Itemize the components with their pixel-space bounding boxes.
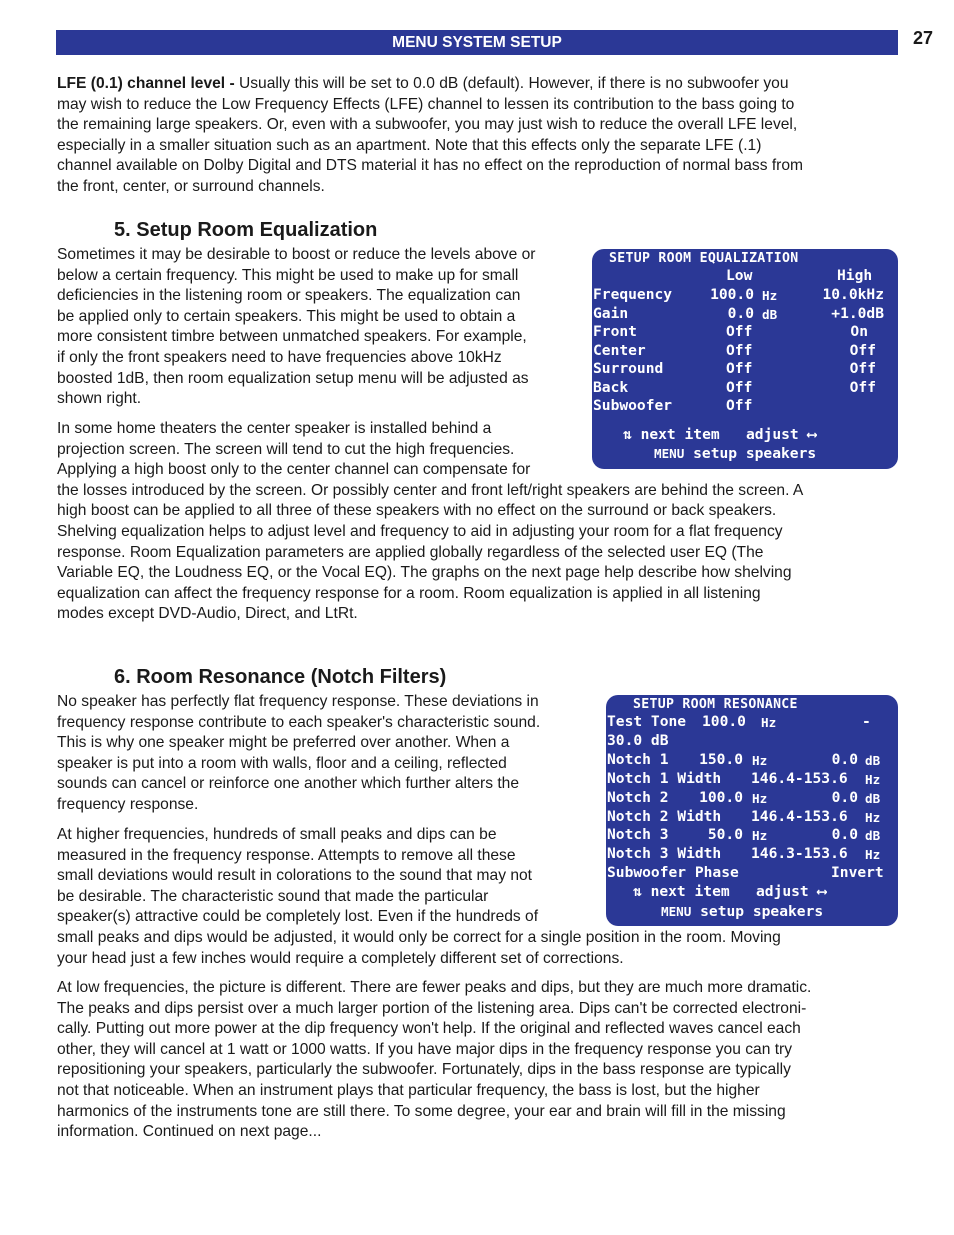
section-header-title: MENU SYSTEM SETUP: [392, 34, 562, 51]
osd-row-value: 50.0: [707, 826, 743, 843]
osd-sub-phase-label: Subwoofer Phase: [607, 864, 739, 881]
osd-row-unit: Hz: [752, 828, 768, 843]
osd-row-low-unit: dB: [762, 307, 778, 322]
osd-row-low: Off: [726, 342, 753, 359]
text-line: information. Continued on next page...: [57, 1123, 322, 1141]
osd-row-right-unit: Hz: [865, 847, 881, 862]
text-line: small peaks and dips would be adjusted, it would only be correct for a single position in the room. Moving: [57, 928, 781, 946]
osd-test-tone-label: Test Tone: [607, 713, 687, 730]
osd-row-low: Off: [726, 379, 753, 396]
osd-col-high: High: [837, 267, 873, 284]
section-heading-room-eq: 5. Setup Room Equalization: [114, 219, 378, 241]
text-line: harmonics of the instruments tone are still there. To some degree, your ear and brain will fill in the missing: [57, 1102, 786, 1120]
text-line: small deviations would result in colorations to the sound that may not: [57, 867, 533, 885]
osd-row-low: Off: [726, 360, 753, 377]
osd-row-right: 0.0: [831, 789, 858, 806]
osd-nav-hint: ⇅ next item adjust ⟷: [633, 883, 827, 900]
text-line: if only the front speakers need to have frequencies above 10kHz: [57, 348, 502, 366]
section-header-bar: [56, 30, 898, 55]
text-line: modes except DVD-Audio, Direct, and LtRt.: [57, 605, 358, 623]
osd-row-value: 100.0: [699, 789, 743, 806]
osd-test-tone-unit: Hz: [761, 715, 777, 730]
osd-test-tone-value: 100.0: [702, 713, 746, 730]
menu-hint-text: setup speakers: [693, 445, 817, 462]
osd-title: SETUP ROOM EQUALIZATION: [609, 251, 799, 266]
text-line: Sometimes it may be desirable to boost or reduce the levels above or: [57, 246, 536, 263]
section-heading-room-resonance: 6. Room Resonance (Notch Filters): [114, 666, 447, 688]
osd-row-value: 150.0: [699, 751, 743, 768]
text-line: frequency response contribute to each speaker's characteristic sound.: [57, 713, 541, 731]
osd-row-label: Center: [593, 342, 646, 359]
text-line: Variable EQ, the Loudness EQ, or the Vocal EQ). The graphs on the next page help describe how shelving: [57, 564, 792, 582]
text-line: This is why one speaker might be preferred over another. When a: [57, 734, 510, 752]
text-line: other, they will cancel at 1 watt or 1000 watts. If you have major dips in the frequency response you can try: [57, 1040, 793, 1058]
page-number: 27: [913, 28, 934, 48]
lfe-line: channel available on Dolby Digital and DTS material it has no effect on the reproduction of normal bass from: [57, 157, 804, 175]
text-line: Shelving equalization helps to adjust level and frequency to aid in adjusting your room for a flat frequency: [57, 522, 783, 540]
osd-row-high: +1.0dB: [831, 305, 884, 322]
osd-menu-hint: [654, 444, 816, 463]
text-line: below a certain frequency. This might be used to make up for small: [57, 266, 519, 284]
osd-row-label: Subwoofer: [593, 397, 673, 414]
text-line: In some home theaters the center speaker is installed behind a: [57, 420, 492, 437]
text-line: speaker is put into a room with walls, floor and a ceiling, reflected: [57, 754, 507, 772]
osd-row-right-unit: dB: [865, 828, 881, 843]
osd-test-tone-level: 30.0 dB: [607, 732, 669, 749]
osd-row-right-unit: Hz: [865, 810, 881, 825]
osd-title: SETUP ROOM RESONANCE: [633, 697, 798, 712]
osd-row-unit: Hz: [752, 791, 768, 806]
text-line: shown right.: [57, 390, 142, 408]
text-line: frequency response.: [57, 795, 199, 813]
osd-row-right: 0.0: [831, 826, 858, 843]
text-line: sounds can cancel or reinforce one another which further alters the: [57, 775, 520, 793]
osd-row-label: Notch 3 Width: [607, 845, 722, 862]
osd-row-label: Gain: [593, 305, 629, 322]
text-line: the losses introduced by the screen. Or possibly center and front left/right speakers are behind the screen. A: [57, 481, 804, 499]
text-line: speaker(s) attractive could be completely lost. Even if the hundreds of: [57, 908, 539, 926]
osd-row-value: 146.3-153.6: [751, 845, 848, 862]
text-line: At low frequencies, the picture is different. There are fewer peaks and dips, but they are much more dramatic.: [57, 979, 812, 996]
text-line: high boost can be applied to all three of these speakers with no effect on the surround or back speakers.: [57, 502, 777, 520]
text-line: your head just a few inches would require a completely different set of corrections.: [57, 949, 624, 967]
lfe-label: LFE (0.1) channel level -: [57, 75, 235, 92]
osd-row-high: Off: [849, 342, 876, 359]
osd-row-label: Notch 2: [607, 789, 678, 806]
osd-row-right: 0.0: [831, 751, 858, 768]
text-line: not that noticeable. When an instrument plays that particular frequency, the bass is lost, but the higher: [57, 1081, 760, 1099]
osd-menu-hint: [661, 902, 823, 921]
text-line: projection screen. The screen will tend to cut the high frequencies.: [57, 440, 515, 458]
menu-key-label: MENU: [661, 904, 692, 919]
osd-row-right-unit: Hz: [865, 772, 881, 787]
text-line: response. Room Equalization parameters are applied globally regardless of the selected user EQ (The: [57, 543, 764, 561]
menu-key-label: MENU: [654, 446, 685, 461]
osd-row-high: Off: [849, 379, 876, 396]
osd-row-value: 146.4-153.6: [751, 770, 848, 787]
osd-row-high: [792, 396, 876, 415]
osd-row-label: Notch 2 Width: [607, 808, 722, 825]
osd-row-low-unit: Hz: [762, 288, 778, 303]
text-line: repositioning your speakers, particularly the subwoofer. Fortunately, dips in the bass response are typically: [57, 1061, 791, 1079]
osd-row-label: Notch 1: [607, 751, 678, 768]
text-line: At higher frequencies, hundreds of small peaks and dips can be: [57, 826, 497, 843]
osd-row-low: Off: [726, 397, 753, 414]
osd-row-high: 10.0kHz: [822, 286, 884, 303]
room-resonance-paragraph-1: [57, 692, 540, 816]
osd-test-tone-dash: -: [862, 713, 871, 730]
lfe-line: especially in a smaller situation such as an apartment. Note that this effects only the separate LFE (.1): [57, 136, 762, 154]
text-line: The peaks and dips persist over a much larger portion of the listening area. Dips can't be corrected electroni-: [57, 999, 807, 1017]
room-eq-osd-panel: [592, 249, 898, 469]
text-line: more consistent timbre between unmatched speakers. For example,: [57, 328, 527, 346]
osd-row-high: Off: [849, 360, 876, 377]
osd-row-low: Off: [726, 323, 753, 340]
room-eq-paragraph-1: [57, 245, 535, 410]
text-line: be applied only to certain speakers. This might be used to obtain a: [57, 307, 516, 325]
text-line: deficiencies in the listening room or speakers. The equalization can: [57, 287, 521, 305]
text-line: be desirable. The characteristic sound that made the particular: [57, 887, 489, 905]
osd-row-label: Front: [593, 323, 637, 340]
osd-col-low: Low: [726, 267, 753, 284]
text-line: measured in the frequency response. Attempts to remove all these: [57, 846, 516, 864]
osd-row-right-unit: dB: [865, 791, 881, 806]
text-line: equalization can affect the frequency response for a room. Room equalization is applied in all listening: [57, 584, 761, 602]
lfe-line: LFE (0.1) channel level - Usually this will be set to 0.0 dB (default). However, if there is no subwoofer you: [57, 75, 789, 92]
osd-row-value: 146.4-153.6: [751, 808, 848, 825]
osd-row-low: 100.0: [710, 286, 754, 303]
osd-row-low: 0.0: [727, 305, 754, 322]
text-line: cally. Putting out more power at the dip frequency won't help. If the original and reflected waves cancel each: [57, 1020, 801, 1038]
room-resonance-osd-panel: [606, 695, 898, 926]
osd-row-label: Notch 1 Width: [607, 770, 722, 787]
lfe-paragraph: [57, 74, 803, 198]
osd-row-label: Notch 3: [607, 826, 678, 843]
lfe-line: the remaining large speakers. Or, even with a subwoofer, you may just wish to reduce the overall LFE level,: [57, 116, 798, 134]
menu-hint-text: setup speakers: [700, 903, 824, 920]
room-resonance-paragraph-3: [57, 978, 811, 1143]
lfe-line: may wish to reduce the Low Frequency Effects (LFE) channel to lessen its contribution to the bass going to: [57, 95, 795, 113]
osd-row-unit: Hz: [752, 753, 768, 768]
osd-row-label: Frequency: [593, 286, 673, 303]
osd-row-high: On: [850, 323, 868, 340]
lfe-line: the front, center, or surround channels.: [57, 177, 325, 195]
osd-row-right-unit: dB: [865, 753, 881, 768]
osd-row-label: Surround: [593, 360, 664, 377]
text-line: boosted 1dB, then room equalization setup menu will be adjusted as: [57, 369, 529, 387]
text-line: Applying a high boost only to the center channel can compensate for: [57, 461, 531, 479]
osd-nav-hint: ⇅ next item adjust ⟷: [623, 426, 817, 443]
osd-row-label: Back: [593, 379, 629, 396]
text-line: No speaker has perfectly flat frequency response. These deviations in: [57, 693, 539, 710]
osd-sub-phase-value: Invert: [831, 864, 884, 881]
